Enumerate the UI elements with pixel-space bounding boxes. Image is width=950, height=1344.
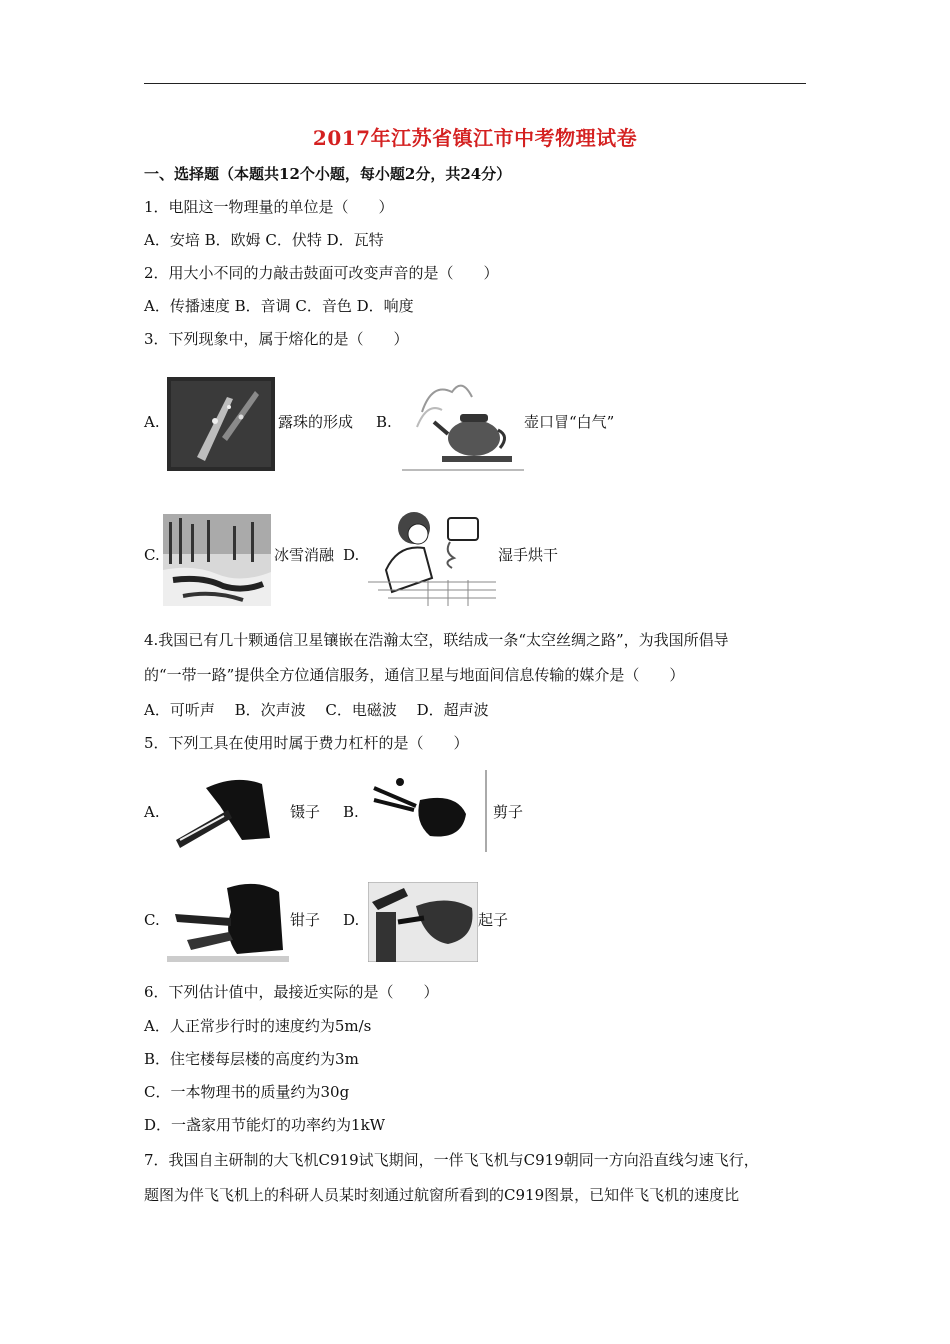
q3-option-c-letter: C.	[144, 546, 160, 564]
q5-option-a-letter: A.	[144, 803, 160, 821]
header-rule	[144, 83, 806, 84]
q3-stem: 3．下列现象中，属于熔化的是（ ）	[144, 330, 409, 348]
q3-option-d-letter: D.	[343, 546, 360, 564]
q3-option-a-text: 露珠的形成	[278, 413, 354, 431]
q4-stem-line2: 的“一带一路”提供全方位通信服务，通信卫星与地面间信息传输的媒介是（ ）	[144, 666, 685, 684]
q7-stem-line2: 题图为伴飞飞机上的科研人员某时刻通过航窗所看到的C919图景，已知伴飞飞机的速度比	[144, 1186, 740, 1204]
q3-option-d-text: 湿手烘干	[498, 546, 559, 564]
q5-option-d-letter: D.	[343, 911, 360, 929]
pliers-image	[167, 878, 289, 962]
q1-stem: 1．电阻这一物理量的单位是（ ）	[144, 198, 394, 216]
bottle-opener-image	[368, 882, 478, 962]
q6-option-a: A．人正常步行时的速度约为5m/s	[144, 1017, 372, 1035]
hand-dryer-image	[368, 500, 496, 606]
kettle-steam-image	[402, 372, 524, 472]
q5-option-c-text: 钳子	[290, 911, 321, 929]
q6-option-b: B．住宅楼每层楼的高度约为3m	[144, 1050, 359, 1068]
q6-option-d: D．一盏家用节能灯的功率约为1kW	[144, 1116, 386, 1134]
section-heading: 一、选择题（本题共12个小题，每小题2分，共24分）	[144, 165, 512, 183]
q4-options: A．可听声 B．次声波 C．电磁波 D．超声波	[144, 701, 489, 719]
q5-option-c-letter: C.	[144, 911, 160, 929]
q6-stem: 6．下列估计值中，最接近实际的是（ ）	[144, 983, 439, 1001]
q5-option-b-letter: B.	[343, 803, 359, 821]
q5-option-a-text: 镊子	[290, 803, 321, 821]
dew-drop-image	[167, 377, 275, 471]
q4-stem-line1: 4.我国已有几十颗通信卫星镶嵌在浩瀚太空，联结成一条“太空丝绸之路”，为我国所倡导	[144, 631, 729, 649]
q3-option-c-text: 冰雪消融	[274, 546, 335, 564]
q3-option-a-letter: A.	[144, 413, 160, 431]
scissors-image	[366, 770, 490, 852]
q1-options: A．安培 B．欧姆 C．伏特 D．瓦特	[144, 231, 384, 249]
q5-option-b-text: 剪子	[493, 803, 524, 821]
q3-option-b-letter: B.	[376, 413, 392, 431]
tweezers-image	[166, 770, 288, 852]
q5-option-d-text: 起子	[478, 911, 509, 929]
q3-option-b-text: 壶口冒“白气”	[524, 413, 615, 431]
q5-stem: 5．下列工具在使用时属于费力杠杆的是（ ）	[144, 734, 469, 752]
page-title: 2017年江苏省镇江市中考物理试卷	[312, 126, 638, 150]
melting-snow-image	[163, 514, 271, 606]
q7-stem-line1: 7．我国自主研制的大飞机C919试飞期间，一伴飞飞机与C919朝同一方向沿直线匀速飞行，	[144, 1151, 759, 1169]
q6-option-c: C．一本物理书的质量约为30g	[144, 1083, 350, 1101]
q2-stem: 2．用大小不同的力敲击鼓面可改变声音的是（ ）	[144, 264, 499, 282]
q2-options: A．传播速度 B．音调 C．音色 D．响度	[144, 297, 414, 315]
